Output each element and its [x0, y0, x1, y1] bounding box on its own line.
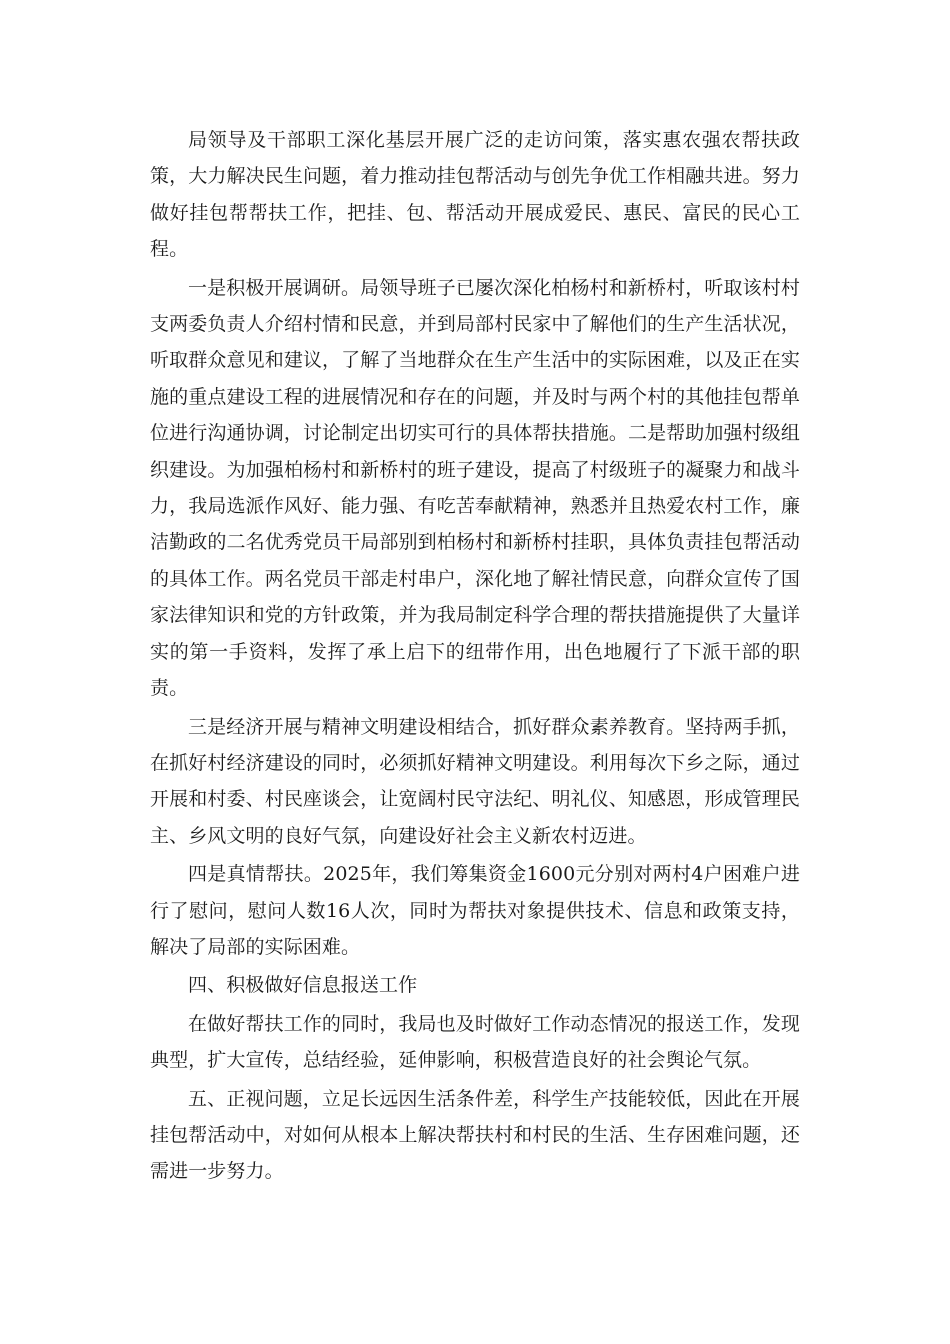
- paragraph-research-and-organization: 一是积极开展调研。局领导班子已屡次深化柏杨村和新桥村，听取该村村支两委负责人介绍村情和民意，并到局部村民家中了解他们的生产生活状况，听取群众意见和建议，了解了当地群众在生产生活中的实际困难，以及正在实施的重点建设工程的进展情况和存在的问题，并及时与两个村的其他挂包帮单位进行沟通协调，讨论制定出切实可行的具体帮扶措施。二是帮助加强村级组织建设。为加强柏杨村和新桥村的班子建设，提高了村级班子的凝聚力和战斗力，我局选派作风好、能力强、有吃苦奉献精神，熟悉并且热爱农村工作，廉洁勤政的二名优秀党员干局部别到柏杨村和新桥村挂职，具体负责挂包帮活动的具体工作。两名党员干部走村串户，深化地了解社情民意，向群众宣传了国家法律知识和党的方针政策，并为我局制定科学合理的帮扶措施提供了大量详实的第一手资料，发挥了承上启下的纽带作用，出色地履行了下派干部的职责。: [150, 276, 800, 700]
- section-heading-information-reporting: 四、积极做好信息报送工作: [188, 974, 418, 997]
- paragraph-civilization-education: 三是经济开展与精神文明建设相结合，抓好群众素养教育。坚持两手抓，在抓好村经济建设的同时，必须抓好精神文明建设。利用每次下乡之际，通过开展和村委、村民座谈会，让宽阔村民守法纪、明礼仪、知感恩，形成管理民主、乡风文明的良好气氛，向建设好社会主义新农村迈进。: [150, 715, 800, 847]
- paragraph-facing-problems: 五、正视问题，立足长远因生活条件差，科学生产技能较低，因此在开展挂包帮活动中，对如何从根本上解决帮扶村和村民的生活、生存困难问题，还需进一步努力。: [150, 1087, 800, 1183]
- document-body: [150, 122, 800, 1192]
- paragraph-sincere-assistance: 四是真情帮扶。2025年，我们筹集资金1600元分别对两村4户困难户进行了慰问，慰问人数16人次，同时为帮扶对象提供技术、信息和政策支持，解决了局部的实际困难。: [150, 863, 800, 958]
- paragraph-intro: 局领导及干部职工深化基层开展广泛的走访问策，落实惠农强农帮扶政策，大力解决民生问题，着力推动挂包帮活动与创先争优工作相融共进。努力做好挂包帮帮扶工作，把挂、包、帮活动开展成爱民、惠民、富民的民心工程。: [150, 129, 800, 261]
- paragraph-information-reporting: 在做好帮扶工作的同时，我局也及时做好工作动态情况的报送工作，发现典型，扩大宣传，总结经验，延伸影响，积极营造良好的社会舆论气氛。: [150, 1012, 800, 1072]
